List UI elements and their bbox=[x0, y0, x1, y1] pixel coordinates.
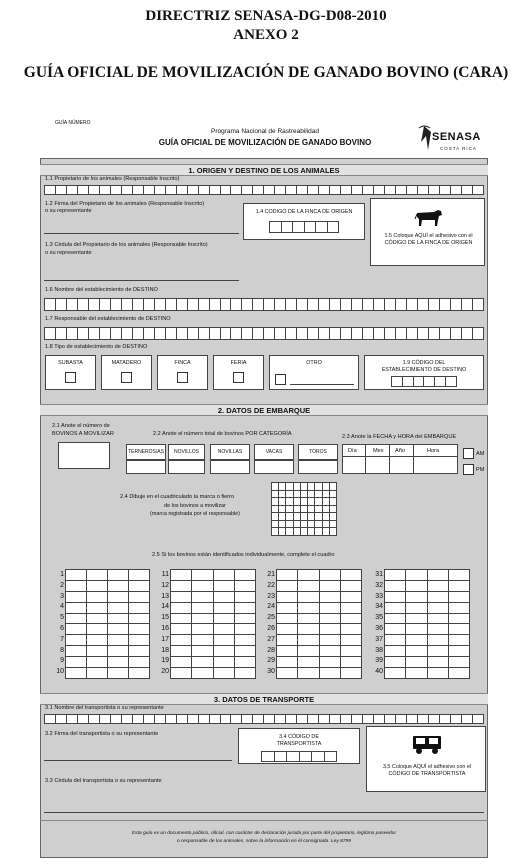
footer-line-2: o responsable de los animales, sobre la información en él consignada. Ley 8799 bbox=[177, 839, 351, 844]
bovine-count-field[interactable] bbox=[58, 442, 110, 469]
cow-icon bbox=[414, 207, 444, 227]
transporter-signature-line[interactable] bbox=[44, 760, 232, 761]
cat-terneros-label-box bbox=[126, 444, 166, 460]
section-1-title: 1. ORIGEN Y DESTINO DE LOS ANIMALES bbox=[40, 164, 488, 176]
date-day-label: Día bbox=[348, 448, 357, 454]
field-1-3-label-b: o su representante bbox=[45, 250, 92, 256]
owner-signature-line[interactable] bbox=[44, 233, 239, 234]
time-label: Hora bbox=[427, 448, 440, 454]
type-feria[interactable] bbox=[213, 355, 264, 390]
field-1-7-label: 1.7 Responsable del establecimiento de DESTINO bbox=[45, 316, 171, 322]
type-subasta[interactable] bbox=[45, 355, 96, 390]
field-1-9-label-a: 1.9 CÓDIGO DEL bbox=[402, 360, 446, 366]
field-2-4-label-c: (marca registrada por el responsable) bbox=[150, 511, 240, 517]
document-title: GUÍA OFICIAL DE MOVILIZACIÓN DE GANADO BOVINO (CARA) bbox=[23, 64, 509, 81]
field-1-8-label: 1.8 Tipo de establecimiento de DESTINO bbox=[45, 344, 148, 350]
type-feria-label: FERIA bbox=[230, 360, 247, 366]
field-2-2-label: 2.2 Anote el número total de bovinos POR CATEGORÍA bbox=[153, 431, 292, 437]
field-3-5-label-a: 3.5 Coloque AQUÍ el adhesivo con el bbox=[382, 764, 472, 770]
type-subasta-checkbox[interactable] bbox=[65, 372, 76, 383]
field-3-2-label: 3.2 Firma del transportista o su representante bbox=[45, 731, 159, 737]
id-numbers-col-3: 21 22 23 24 25 26 27 28 29 30 bbox=[267, 571, 275, 676]
destination-code-box bbox=[364, 355, 484, 390]
date-year-label: Año bbox=[395, 448, 405, 454]
section-3-title: 3. DATOS DE TRANSPORTE bbox=[40, 693, 488, 705]
field-1-5-label-b: CÓDIGO DE LA FINCA DE ORIGEN bbox=[384, 240, 473, 246]
id-grid-1[interactable] bbox=[65, 569, 150, 679]
field-2-5-label: 2.5 Si los bovinos están identificados individualmente, complete el cuadro bbox=[152, 552, 335, 558]
origin-sticker-box[interactable] bbox=[370, 198, 485, 266]
type-otro-label: OTRO bbox=[306, 360, 322, 366]
cat-terneros-field[interactable] bbox=[126, 460, 166, 474]
field-2-1-label-a: 2.1 Anote el número de bbox=[52, 423, 110, 429]
type-otro[interactable] bbox=[269, 355, 359, 390]
cat-novillos-field[interactable] bbox=[168, 460, 205, 474]
transporter-id-line[interactable] bbox=[44, 812, 484, 813]
field-1-3-label-a: 1.3 Cédula del Propietario de los animales (Responsable Inscrito) bbox=[45, 242, 208, 248]
owner-name-field[interactable] bbox=[44, 185, 484, 195]
senasa-logo bbox=[418, 122, 488, 158]
field-2-4-label-b: de los bovinos a movilizar bbox=[164, 503, 226, 509]
id-grid-2[interactable] bbox=[170, 569, 256, 679]
truck-icon bbox=[411, 734, 443, 756]
program-name: Programa Nacional de Rastreabilidad bbox=[210, 128, 320, 135]
field-2-1-label-b: BOVINOS A MOVILIZAR bbox=[52, 431, 114, 437]
cat-toros-field[interactable] bbox=[298, 460, 338, 474]
type-matadero[interactable] bbox=[101, 355, 152, 390]
type-matadero-label: MATADERO bbox=[111, 360, 142, 366]
field-1-1-label: 1.1 Propietario de los animales (Responsable Inscrito) bbox=[45, 176, 180, 182]
id-grid-3[interactable] bbox=[276, 569, 362, 679]
type-finca-checkbox[interactable] bbox=[177, 372, 188, 383]
embark-datetime-box[interactable] bbox=[342, 444, 458, 474]
id-numbers-col-4: 31 32 33 34 35 36 37 38 39 40 bbox=[375, 571, 383, 676]
field-1-6-label: 1.6 Nombre del establecimiento de DESTINO bbox=[45, 287, 158, 293]
transporter-code-box bbox=[238, 728, 360, 764]
brand-drawing-grid[interactable] bbox=[271, 482, 337, 536]
destination-responsible-field[interactable] bbox=[44, 327, 484, 340]
field-3-3-label: 3.3 Cédula del transportista o su representante bbox=[45, 778, 162, 784]
field-3-1-label: 3.1 Nombre del transportista o su representante bbox=[45, 705, 164, 711]
cat-novillas-field[interactable] bbox=[210, 460, 250, 474]
origin-farm-code-box bbox=[243, 203, 365, 240]
cat-toros-label: TOROS bbox=[309, 449, 327, 455]
footer-divider bbox=[40, 820, 488, 821]
type-finca-label: FINCA bbox=[174, 360, 191, 366]
cat-vacas-field[interactable] bbox=[254, 460, 294, 474]
field-1-5-label-a: 1.5 Coloque AQUÍ el adhesivo con el bbox=[384, 233, 473, 239]
field-2-3-label: 2.3 Anote la FECHA y HORA del EMBARQUE bbox=[342, 434, 457, 440]
field-1-4-label: 1.4 CODIGO DE LA FINCA DE ORIGEN bbox=[255, 209, 353, 215]
cat-toros-label-box bbox=[298, 444, 338, 460]
field-3-4-label-a: 3.4 CÓDIGO DE bbox=[279, 734, 319, 740]
transporter-name-field[interactable] bbox=[44, 714, 484, 724]
type-subasta-label: SUBASTA bbox=[58, 360, 83, 366]
field-1-9-label-b: ESTABLECIMIENTO DE DESTINO bbox=[381, 366, 467, 373]
field-1-2-label-b: o su representante bbox=[45, 208, 92, 214]
cat-vacas-label-box bbox=[254, 444, 294, 460]
date-month-label: Mes bbox=[373, 448, 384, 454]
cat-terneros-label: TERNEROS/AS bbox=[128, 449, 164, 455]
id-grid-4[interactable] bbox=[384, 569, 470, 679]
field-1-2-label-a: 1.2 Firma del Propietario de los animales (Responsable Inscrito) bbox=[45, 201, 205, 207]
type-finca[interactable] bbox=[157, 355, 208, 390]
cat-novillas-label: NOVILLAS bbox=[217, 449, 243, 455]
cat-novillos-label: NOVILLOS bbox=[173, 449, 199, 455]
pm-label: PM bbox=[476, 467, 485, 473]
cat-novillos-label-box bbox=[168, 444, 205, 460]
section-2-title: 2. DATOS DE EMBARQUE bbox=[40, 404, 488, 416]
type-matadero-checkbox[interactable] bbox=[121, 372, 132, 383]
transporter-code-cells[interactable] bbox=[261, 751, 337, 762]
id-numbers-col-2: 11 12 13 14 15 16 17 18 19 20 bbox=[161, 571, 169, 676]
id-numbers-col-1: 1 2 3 4 5 6 7 8 9 10 bbox=[56, 571, 64, 676]
destination-name-field[interactable] bbox=[44, 298, 484, 311]
am-label: AM bbox=[476, 451, 485, 457]
field-2-4-label-a: 2.4 Dibuje en el cuadriculado la marca o fierro bbox=[120, 494, 235, 500]
cat-vacas-label: VACAS bbox=[265, 449, 283, 455]
logo-text: SENASA bbox=[432, 131, 481, 143]
am-checkbox[interactable] bbox=[463, 448, 474, 459]
cat-novillas-label-box bbox=[210, 444, 250, 460]
form-title: GUÍA OFICIAL DE MOVILIZACIÓN DE GANADO BOVINO bbox=[158, 138, 372, 147]
destination-code-cells[interactable] bbox=[391, 376, 457, 387]
directive-title: DIRECTRIZ SENASA-DG-D08-2010 bbox=[145, 8, 387, 24]
footer-line-1: Esta guía es un documento público, oficial, con carácter de declaración jurada por parte del propietario, legítimo poseedor bbox=[131, 831, 397, 836]
annex-title: ANEXO 2 bbox=[233, 27, 299, 43]
transporter-sticker-box[interactable] bbox=[366, 726, 486, 792]
type-feria-checkbox[interactable] bbox=[233, 372, 244, 383]
type-otro-line[interactable] bbox=[290, 384, 354, 385]
pm-checkbox[interactable] bbox=[463, 464, 474, 475]
guia-numero-label: GUÍA NÚMERO bbox=[55, 120, 91, 126]
owner-id-line[interactable] bbox=[44, 280, 239, 281]
field-3-4-label-b: TRANSPORTISTA bbox=[276, 740, 322, 747]
field-3-5-label-b: CÓDIGO DE TRANSPORTISTA bbox=[388, 771, 466, 777]
logo-subtext: COSTA RICA bbox=[440, 146, 477, 151]
origin-farm-code-cells[interactable] bbox=[269, 221, 339, 233]
type-otro-checkbox[interactable] bbox=[275, 374, 286, 385]
